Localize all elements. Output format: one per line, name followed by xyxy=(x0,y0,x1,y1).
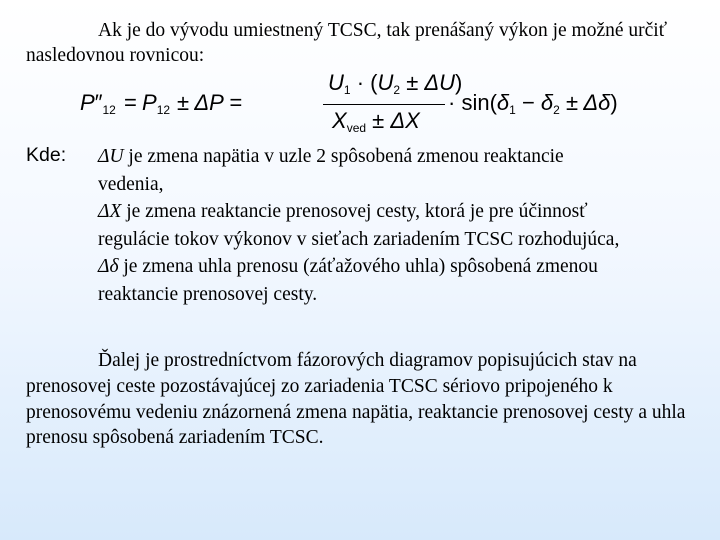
intro-paragraph xyxy=(26,18,696,68)
definition-delta-delta xyxy=(98,253,698,308)
eq-symbol-x: X xyxy=(332,108,347,133)
eq-paren-close: ) xyxy=(610,90,618,115)
eq-subscript: 2 xyxy=(393,83,401,97)
eq-delta-delta: ± Δδ xyxy=(565,90,611,115)
where-label: Kde: xyxy=(26,144,67,166)
eq-subscript: 1 xyxy=(343,83,351,97)
definition-symbol: ΔX xyxy=(98,201,122,222)
closing-paragraph xyxy=(26,348,706,451)
eq-subscript: 12 xyxy=(102,103,116,117)
definition-symbol: ΔU xyxy=(98,146,124,167)
eq-paren-open: ( xyxy=(370,70,378,95)
eq-symbol-p: P xyxy=(80,90,95,115)
definition-text: je zmena napätia v uzle 2 spôsobená zmenou reaktancie xyxy=(123,146,564,167)
definitions-list xyxy=(98,143,698,308)
eq-paren-open: ( xyxy=(489,90,497,115)
definition-symbol: Δδ xyxy=(98,256,119,277)
eq-delta-u: ± ΔU xyxy=(406,70,456,95)
equation-p12 xyxy=(142,90,170,117)
eq-double-prime: ″ xyxy=(94,90,103,115)
equation-lhs xyxy=(80,90,116,117)
closing-text: Ďalej je prostredníctvom fázorových diagramov popisujúcich stav na prenosovej ceste pozostávajúcej zo zariadenia TCSC sériovo pripojeného k prenosovému vedeniu znázornená zmena napätia, reaktancie prenosovej cesty a uhla prenosu spôsobená zariadením TCSC. xyxy=(26,350,686,449)
eq-delta-2: δ xyxy=(540,90,554,115)
equation-sine xyxy=(448,90,618,117)
eq-symbol-p12: P xyxy=(142,90,157,115)
eq-subscript: 2 xyxy=(553,103,560,117)
eq-delta-x: ± ΔX xyxy=(372,108,420,133)
eq-minus: − xyxy=(521,90,535,115)
definition-delta-u xyxy=(98,143,698,198)
eq-subscript: 12 xyxy=(156,103,171,117)
eq-dot: · xyxy=(356,70,365,95)
eq-subscript: ved xyxy=(346,121,367,135)
definition-text: je zmena uhla prenosu (záťažového uhla) spôsobená zmenou xyxy=(118,256,598,277)
definition-text: reaktancie prenosovej cesty. xyxy=(98,283,318,305)
equation-denominator xyxy=(332,108,420,135)
eq-symbol-u1: U xyxy=(328,70,344,95)
equation-numerator xyxy=(328,70,462,97)
definition-text: je zmena reaktancie prenosovej cesty, ktorá je pre účinnosť xyxy=(121,201,588,222)
definition-text: vedenia, xyxy=(98,173,164,195)
equation-delta-p: ± ΔP = xyxy=(177,90,242,115)
definition-text: regulácie tokov výkonov v sieťach zariadením TCSC rozhodujúca, xyxy=(98,228,620,250)
definition-delta-x xyxy=(98,198,698,253)
fraction-bar xyxy=(323,104,445,105)
intro-text: Ak je do vývodu umiestnený TCSC, tak prenášaný výkon je možné určiť nasledovnou rovnicou: xyxy=(26,20,668,66)
eq-paren-close: ) xyxy=(455,70,463,95)
eq-delta-1: δ xyxy=(496,90,510,115)
equation-equals: = xyxy=(124,90,137,115)
eq-symbol-u2: U xyxy=(377,70,394,95)
eq-subscript: 1 xyxy=(509,103,516,117)
eq-sin: · sin xyxy=(448,90,490,115)
